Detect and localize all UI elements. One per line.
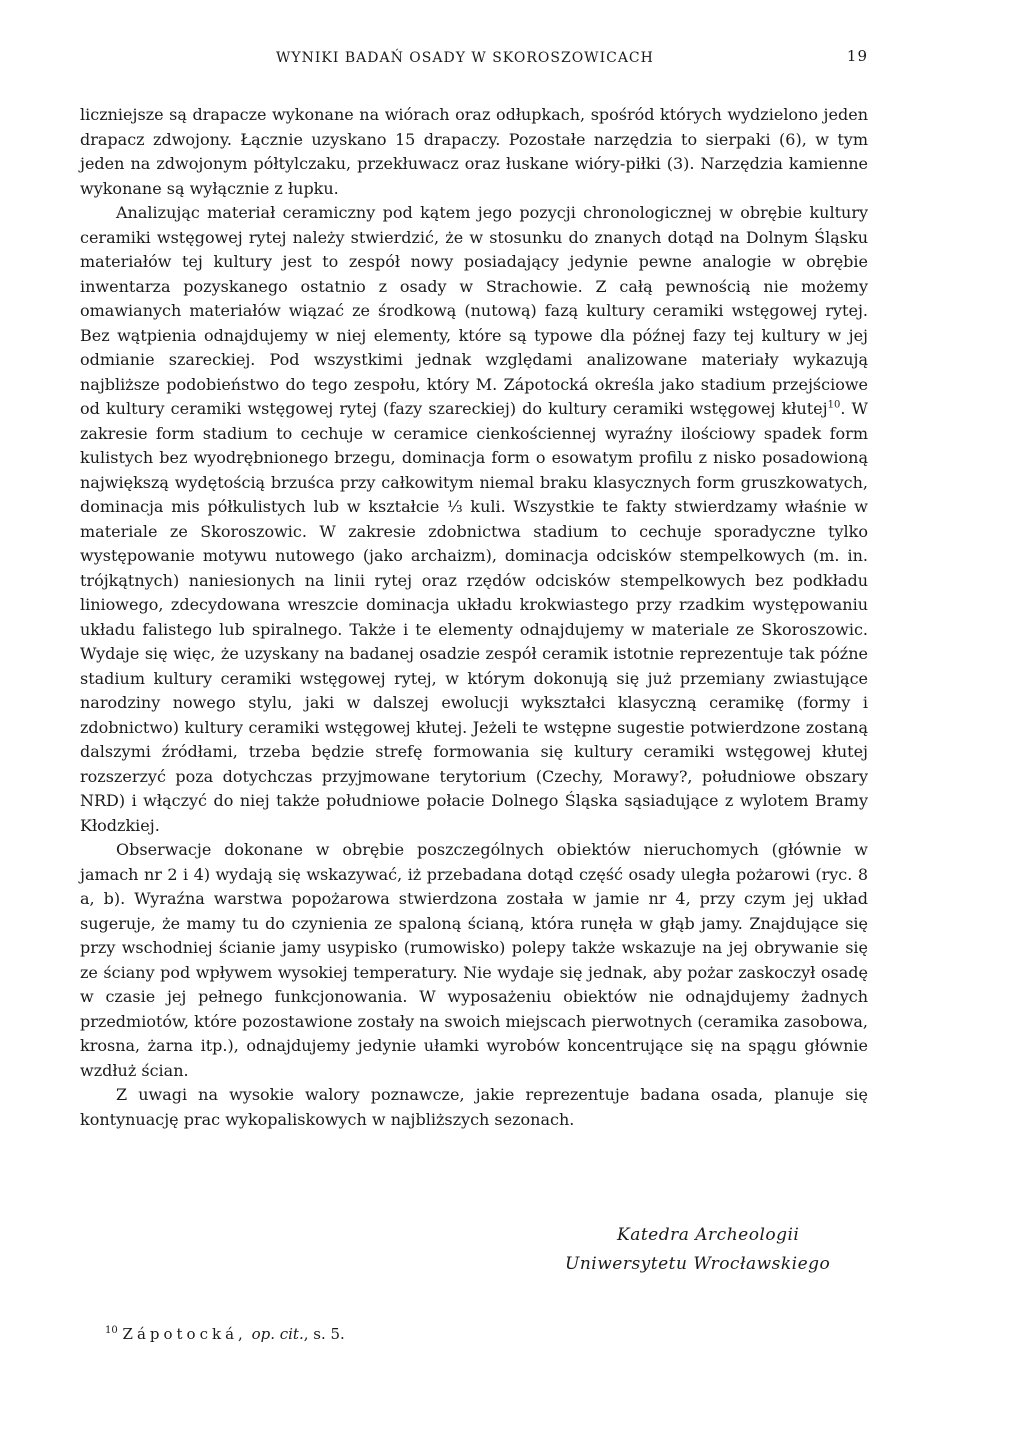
footnote-rest: , s. 5. [303,1325,345,1343]
paragraph-1: liczniejsze są drapacze wykonane na wiórach oraz odłupkach, spośród których wydzielono jeden drapacz zdwojony. Łącznie uzyskano 15 drapaczy. Pozostałe narzędzia to sierpaki (6), w tym jeden na zdwojonym półtylczaku, przekłuwacz oraz łuskane wióry-piłki (3). Narzędzia kamienne wykonane są wyłącznie z łupku. [80,105,868,198]
footnote-author: Zápotocká, [122,1325,247,1343]
paragraph-2 [80,201,868,838]
footnote [105,1325,345,1343]
running-title: WYNIKI BADAŃ OSADY W SKOROSZOWICACH [276,50,654,66]
signature-block [565,1221,830,1279]
footnote-citation: op. cit. [251,1325,304,1343]
page-number: 19 [846,47,868,65]
footnote-ref: 10 [827,399,841,411]
paragraph-2-text: Analizując materiał ceramiczny pod kątem jego pozycji chronologicznej w obrębie kultury ceramiki wstęgowej rytej należy stwierdzić, że w stosunku do znanych dotąd na Dolnym Śląsku materiałów tej kultury jest to zespół nowy posiadający jedynie pewne analogie w obrębie inwentarza pozyskanego ostatnio z osady w Strachowie. Z całą pewnością nie możemy omawianych materiałów wiązać ze środkową (nutową) fazą kultury ceramiki wstęgowej rytej. Bez wątpienia odnajdujemy w niej elementy, które są typowe dla późnej fazy tej kultury w jej odmianie szareckiej. Pod wszystkimi jednak względami analizowane materiały wykazują najbliższe podobieństwo do tego zespołu, który M. Zápotocká określa jako stadium przejściowe od kultury ceramiki wstęgowej rytej (fazy szareckiej) do kultury ceramiki wstęgowej kłutej [80,203,868,418]
body-text [80,103,868,1132]
footnote-number: 10 [105,1325,118,1336]
paragraph-2-text-cont: . W zakresie form stadium to cechuje w ceramice cienkościennej wyraźny ilościowy spadek form kulistych bez wyodrębnionego brzegu, dominacja form o esowatym profilu z nisko posadowioną największą wydętością brzuśca przy całkowitym niemal braku klasycznych form gruszkowatych, dominacja mis półkulistych lub w kształcie ⅓ kuli. Wszystkie te fakty stwierdzamy właśnie w materiale ze Skoroszowic. W zakresie zdobnictwa stadium to cechuje sporadyczne tylko występowanie motywu nutowego (jako archaizm), dominacja odcisków stempelkowych (m. in. trójkątnych) naniesionych na linii rytej oraz rzędów odcisków stempelkowych bez podkładu liniowego, zdecydowana wreszcie dominacja układu krokwiastego przy rzadkim występowaniu układu falistego lub spiralnego. Także i te elementy odnajdujemy w materiale ze Skoroszowic. Wydaje się więc, że uzyskany na badanej osadzie zespół ceramik istotnie reprezentuje tak późne stadium kultury ceramiki wstęgowej rytej, w którym dokonują się już przemiany zwiastujące narodziny nowego stylu, jaki w dalszej ewolucji wykształci klasyczną ceramikę (formy i zdobnictwo) kultury ceramiki wstęgowej kłutej. Jeżeli te wstępne sugestie potwierdzone zostaną dalszymi źródłami, trzeba będzie strefę formowania się kultury ceramiki wstęgowej kłutej rozszerzyć poza dotychczas przyjmowane terytorium (Czechy, Morawy?, południowe obszary NRD) i włączyć do niej także południowe połacie Dolnego Śląska sąsiadujące z wylotem Bramy Kłodzkiej. [80,399,869,835]
paragraph-4: Z uwagi na wysokie walory poznawcze, jakie reprezentuje badana osada, planuje się kontynuację prac wykopaliskowych w najbliższych sezonach. [80,1085,868,1129]
signature-line-2: Uniwersytetu Wrocławskiego [565,1254,831,1274]
signature-line-1: Katedra Archeologii [617,1225,800,1245]
paragraph-3: Obserwacje dokonane w obrębie poszczególnych obiektów nieruchomych (głównie w jamach nr 2 i 4) wydają się wskazywać, iż przebadana dotąd część osady uległa pożarowi (ryc. 8 a, b). Wyraźna warstwa popożarowa stwierdzona została w jamie nr 4, przy czym jej układ sugeruje, że mamy tu do czynienia ze spaloną ścianą, która runęła w głąb jamy. Znajdujące się przy wschodniej ścianie jamy usypisko (rumowisko) polepy także wskazuje na jej obrywanie się ze ściany pod wpływem wysokiej temperatury. Nie wydaje się jednak, aby pożar zaskoczył osadę w czasie jej pełnego funkcjonowania. W wyposażeniu obiektów nie odnajdujemy żadnych przedmiotów, które pozostawione zostały na swoich miejscach pierwotnych (ceramika zasobowa, krosna, żarna itp.), odnajdujemy jedynie ułamki wyrobów koncentrujące się na spągu głównie wzdłuż ścian. [80,840,868,1080]
